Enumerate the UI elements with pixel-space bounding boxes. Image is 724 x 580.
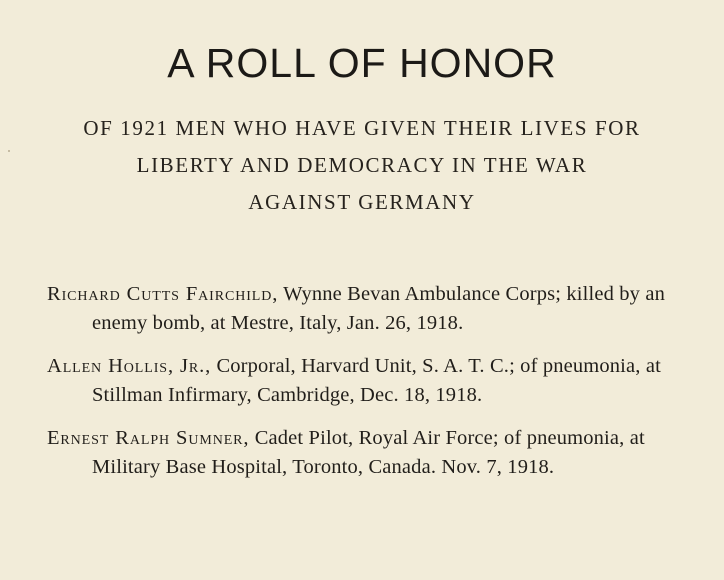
subtitle-line-3: AGAINST GERMANY [248,190,476,214]
entry-name: Allen Hollis, Jr., [47,355,212,377]
entry-details: Wynne Bevan Ambulance Corps; killed by an enemy bomb, at Mestre, Italy, Jan. 26, 1918. [92,283,665,334]
honor-roll-entry [47,352,687,410]
honor-roll-entry [47,280,687,338]
entry-details: Corporal, Harvard Unit, S. A. T. C.; of pneumonia, at Stillman Infirmary, Cambridge, Dec. 18, 1918. [92,355,661,406]
honor-roll-entry [47,424,687,482]
subtitle [0,110,724,221]
entry-name: Richard Cutts Fairchild, [47,283,279,305]
entry-details: Cadet Pilot, Royal Air Force; of pneumonia, at Military Base Hospital, Toronto, Canada. Nov. 7, 1918. [92,427,645,478]
honor-roll-list [47,280,687,496]
entry-name: Ernest Ralph Sumner, [47,427,250,449]
subtitle-line-2: LIBERTY AND DEMOCRACY IN THE WAR [136,153,588,177]
page-title: A ROLL OF HONOR [167,40,557,86]
subtitle-line-1: OF 1921 MEN WHO HAVE GIVEN THEIR LIVES FOR [83,116,641,140]
